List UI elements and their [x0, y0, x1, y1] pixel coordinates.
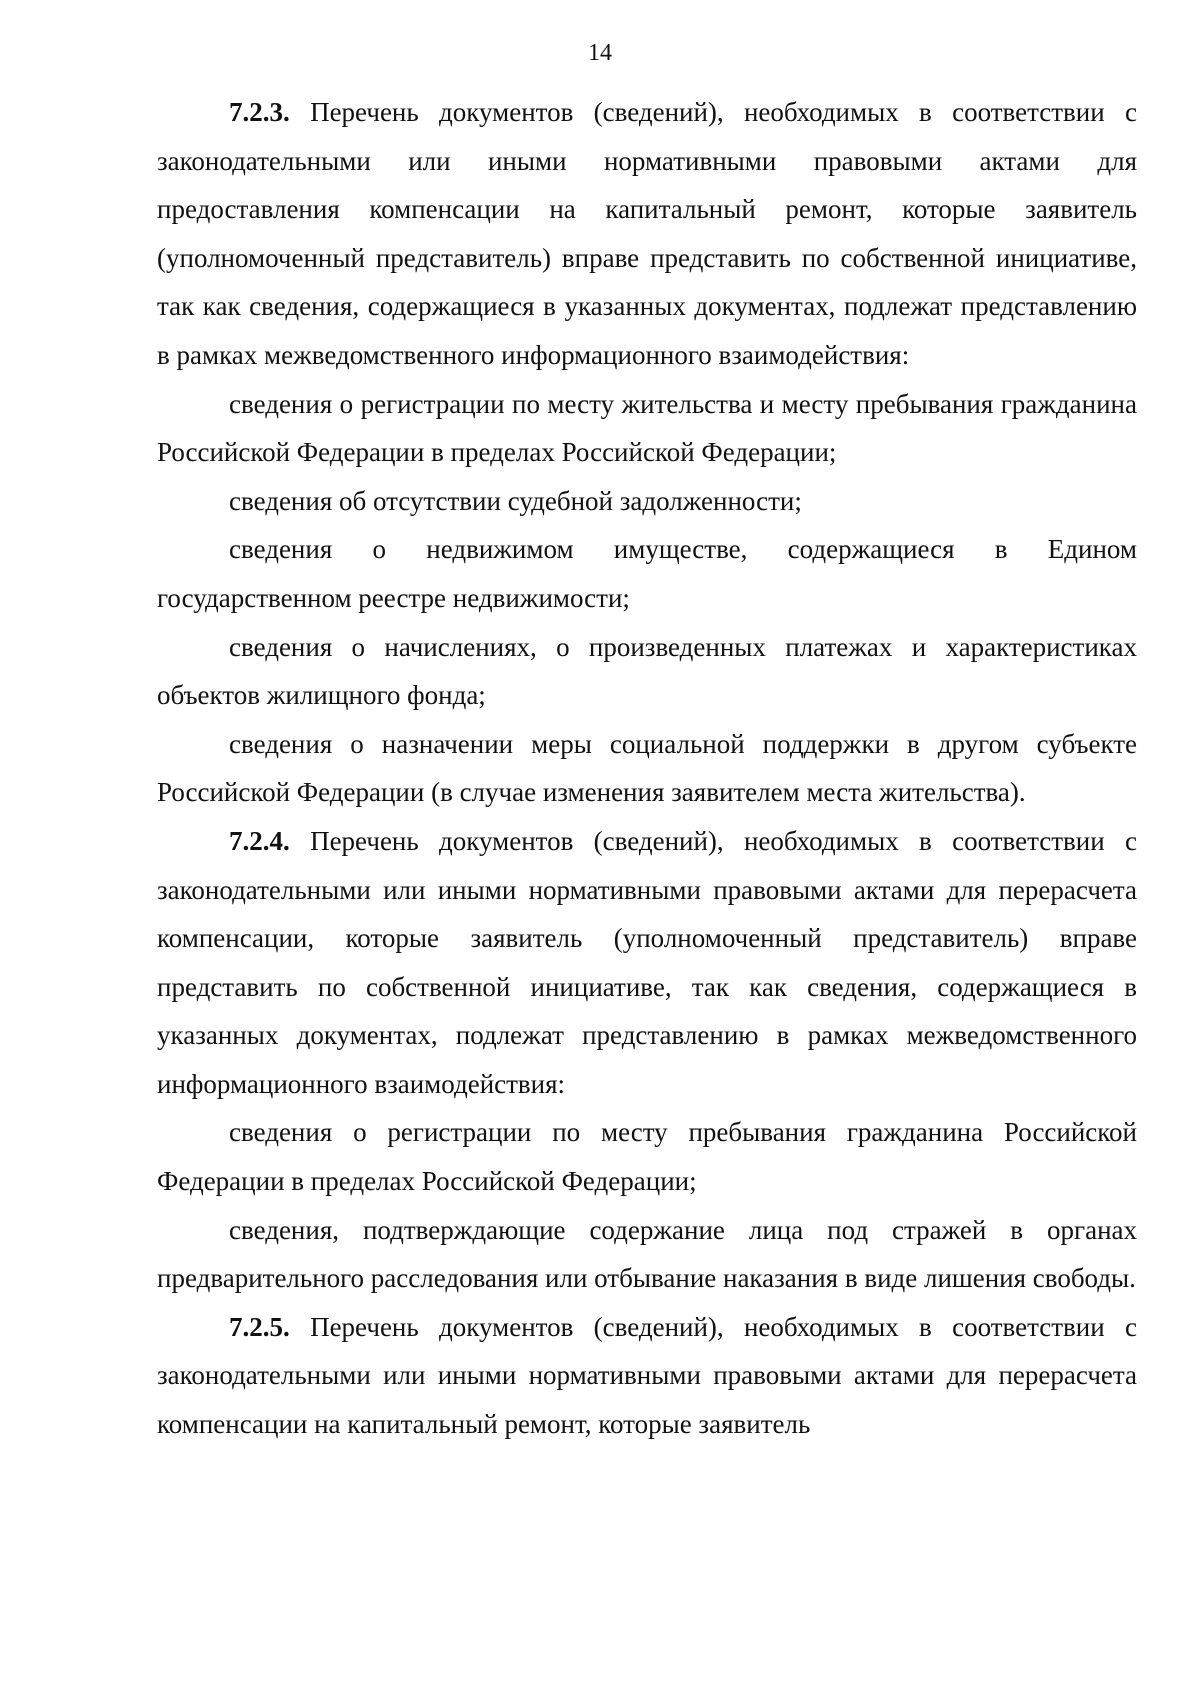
document-body [157, 88, 1137, 1449]
clause-text: Перечень документов (сведений), необходимых в соответствии с законодательными или иными нормативными правовыми актами для перерасчета компенсации, которые заявитель (уполномоченный представитель) вправе представить по собственной инициативе, так как сведения, содержащиеся в указанных документах, подлежат представлению в рамках межведомственного информационного взаимодействия: [157, 825, 1137, 1099]
clause-7-2-3 [157, 88, 1137, 380]
list-item: сведения о назначении меры социальной поддержки в другом субъекте Российской Федерации (в случае изменения заявителем места жительства). [157, 728, 1137, 808]
list-item: сведения об отсутствии судебной задолженности; [229, 485, 802, 516]
clause-text: Перечень документов (сведений), необходимых в соответствии с законодательными или иными нормативными правовыми актами для предоставления компенсации на капитальный ремонт, которые заявитель (уполномоченный представитель) вправе представить по собственной инициативе, так как сведения, содержащиеся в указанных документах, подлежат представлению в рамках межведомственного информационного взаимодействия: [157, 97, 1137, 370]
list-item: сведения о регистрации по месту пребывания гражданина Российской Федерации в пределах Российской Федерации; [157, 1117, 1137, 1197]
list-item: сведения о недвижимом имуществе, содержащиеся в Едином государственном реестре недвижимости; [157, 534, 1137, 613]
list-item: сведения, подтверждающие содержание лица под стражей в органах предварительного расследования или отбывание наказания в виде лишения свободы. [157, 1214, 1137, 1294]
clause-text: Перечень документов (сведений), необходимых в соответствии с законодательными или иными нормативными правовыми актами для перерасчета компенсации на капитальный ремонт, которые заявитель [157, 1311, 1137, 1440]
clause-number: 7.2.5. [229, 1311, 290, 1342]
page-number: 14 [588, 40, 612, 66]
list-item: сведения о начислениях, о произведенных платежах и характеристиках объектов жилищного фонда; [157, 631, 1137, 711]
clause-number: 7.2.4. [229, 825, 290, 856]
clause-7-2-5 [157, 1303, 1137, 1449]
clause-7-2-4 [157, 817, 1137, 1109]
clause-number: 7.2.3. [229, 97, 290, 127]
list-item: сведения о регистрации по месту жительства и месту пребывания гражданина Российской Федерации в пределах Российской Федерации; [157, 388, 1137, 468]
